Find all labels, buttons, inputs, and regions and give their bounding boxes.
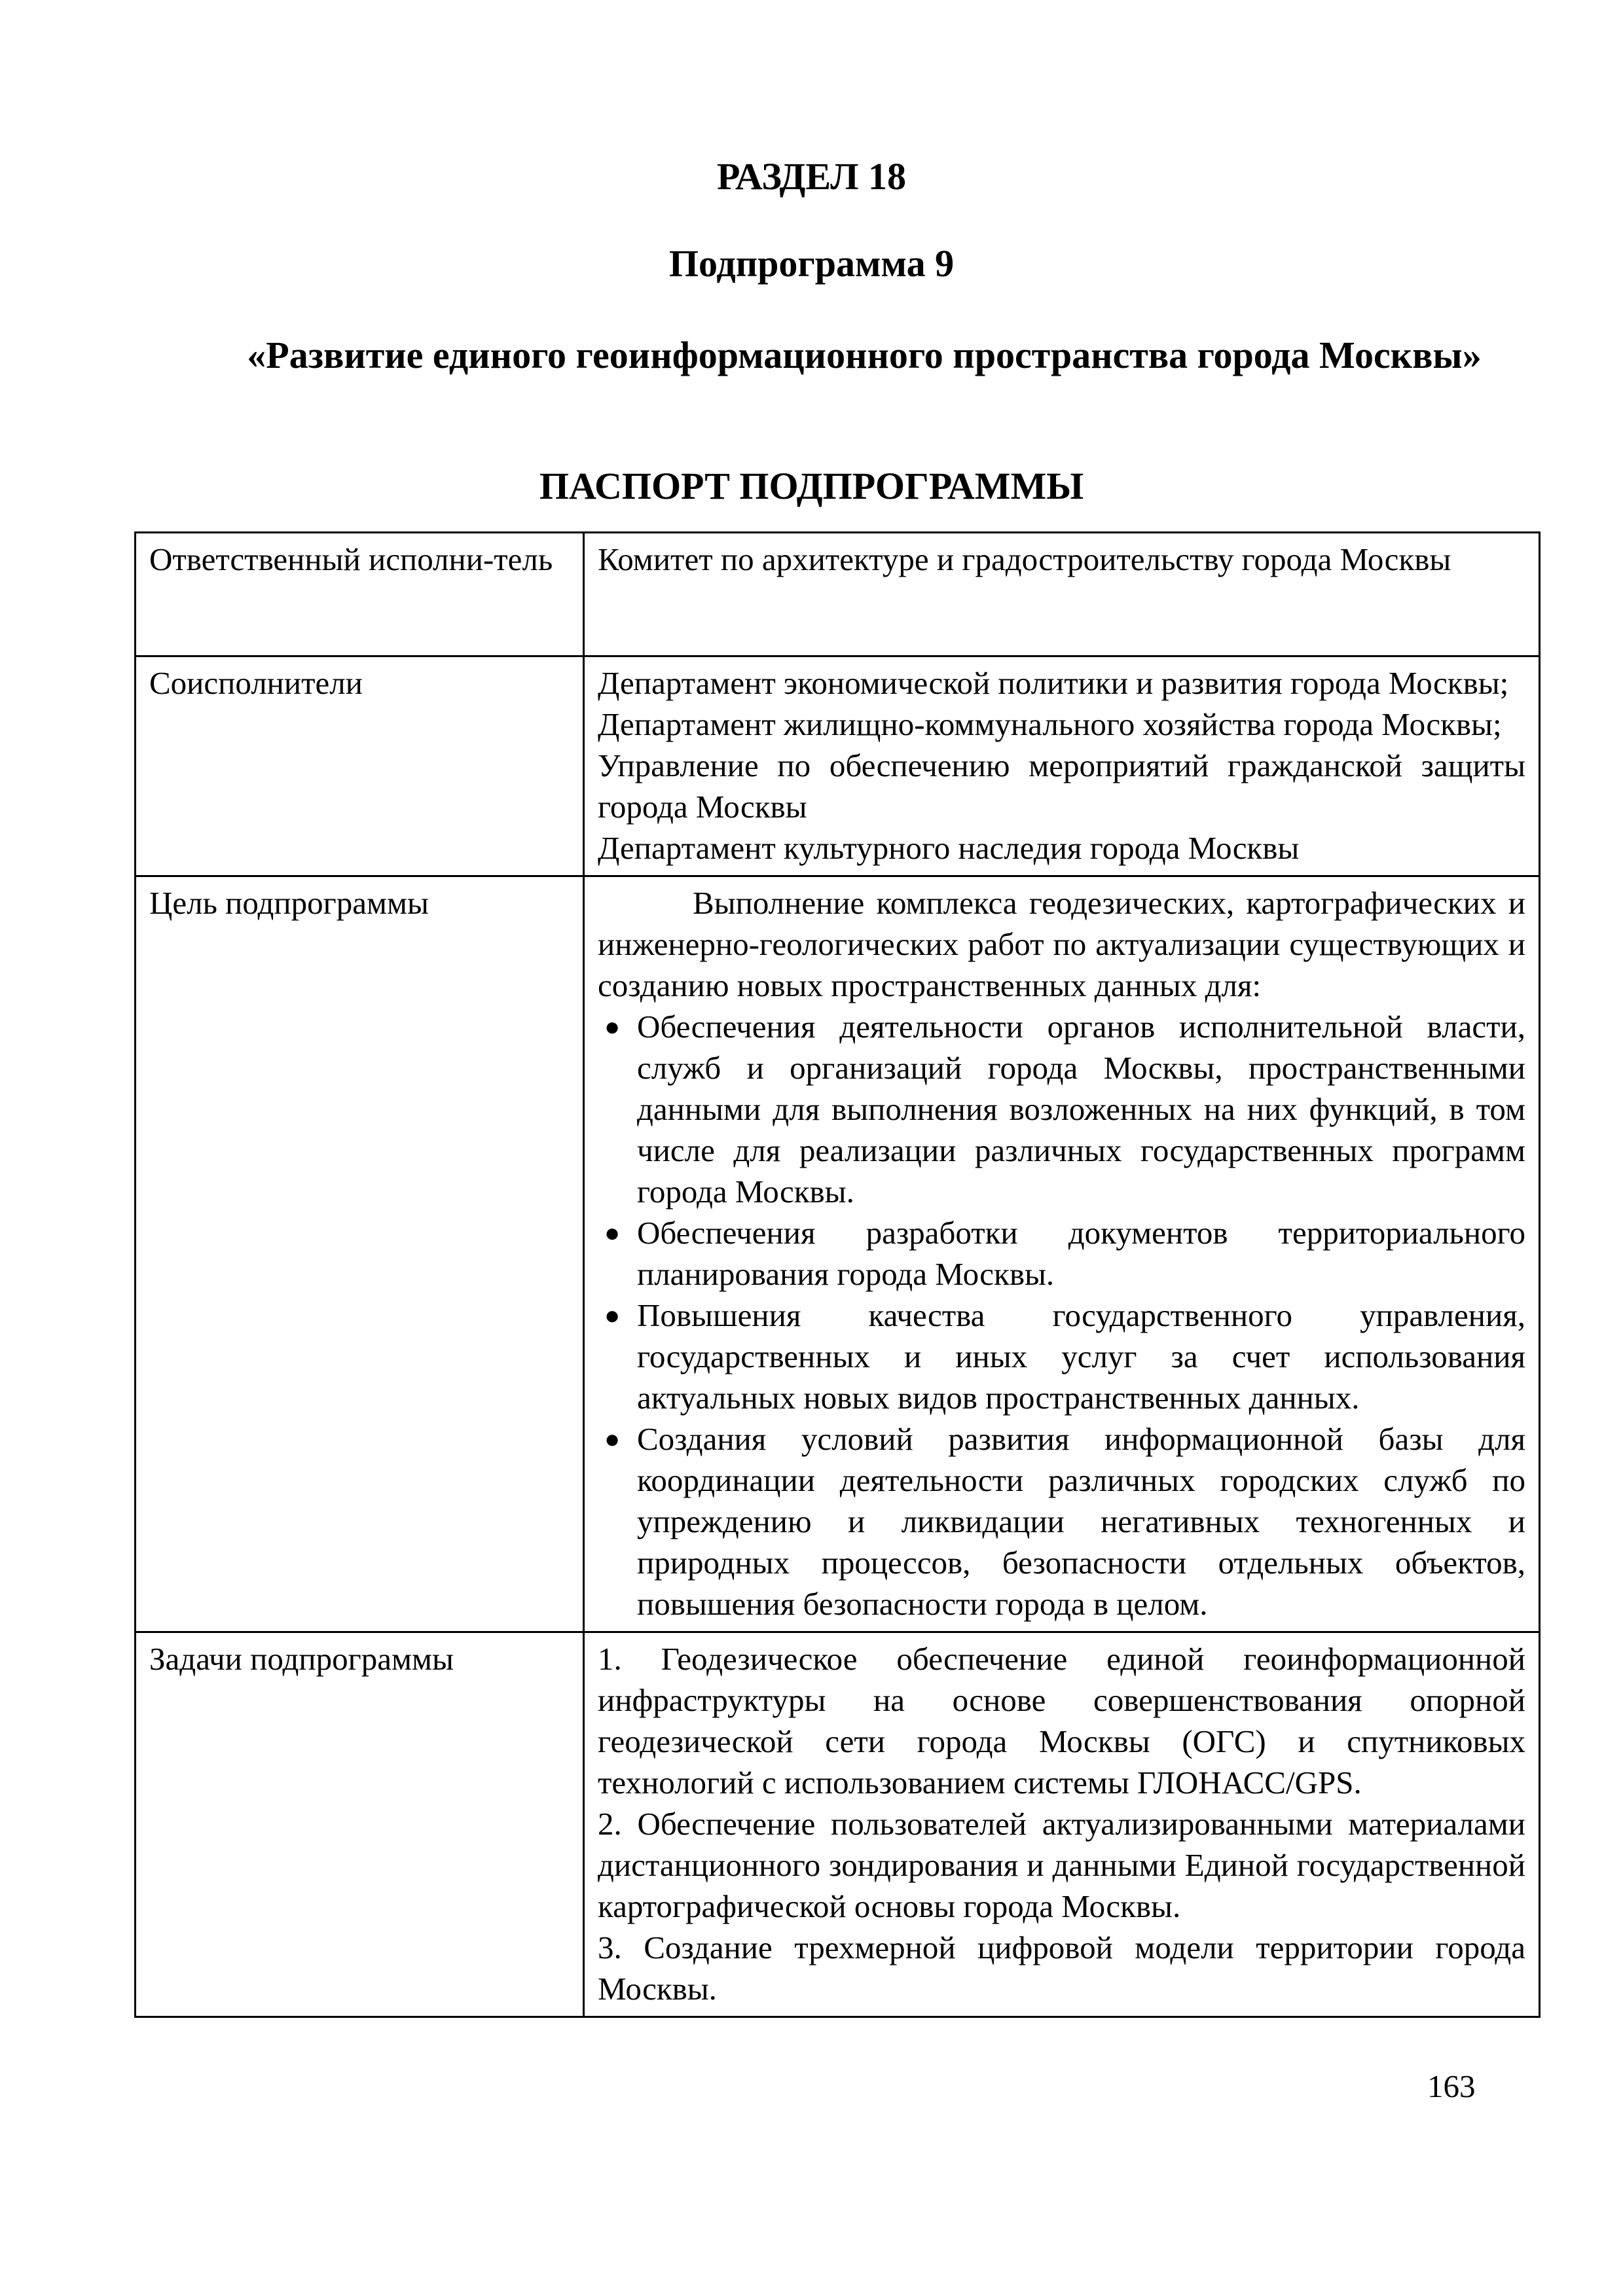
goal-bullet-item <box>604 1006 1525 1212</box>
table-row-goal <box>136 876 1540 1632</box>
subprogram-title: «Развитие единого геоинформационного пространства города Москвы» <box>247 334 1482 376</box>
label-responsible: Ответственный исполни-тель <box>136 533 584 656</box>
coexecutor-item: Департамент экономической политики и развития города Москвы; <box>598 665 1509 701</box>
goal-bullet-item <box>604 1212 1525 1295</box>
coexecutor-item: Департамент жилищно-коммунального хозяйства города Москвы; <box>598 706 1502 742</box>
bullet-icon: ● <box>604 1012 621 1041</box>
goal-bullet-text: Создания условий развития информационной базы для координации деятельности различных городских служб по упреждению и ликвидации негативных техногенных и природных процессов, безопасности отдельных объектов, повышения безопасности города в целом. <box>637 1421 1525 1622</box>
coexecutor-item: Управление по обеспечению мероприятий гражданской защиты города Москвы <box>598 747 1525 825</box>
label-coexecutors: Соисполнители <box>136 656 584 876</box>
label-goal: Цель подпрограммы <box>136 876 584 1632</box>
subprogram-heading: Подпрограмма 9 <box>668 242 955 285</box>
passport-heading: ПАСПОРТ ПОДПРОГРАММЫ <box>539 465 1084 507</box>
goal-bullet-item <box>604 1295 1525 1418</box>
table-row-tasks <box>136 1632 1540 2017</box>
task-item: 3. Создание трехмерной цифровой модели территории города Москвы. <box>598 1929 1525 2007</box>
value-responsible: Комитет по архитектуре и градостроительству города Москвы <box>584 533 1540 656</box>
task-item: 1. Геодезическое обеспечение единой геоинформационной инфраструктуры на основе совершенствования опорной геодезической сети города Москвы (ОГС) и спутниковых технологий с использованием системы ГЛОНАСС/GPS. <box>598 1641 1525 1801</box>
bullet-icon: ● <box>604 1218 621 1247</box>
bullet-icon: ● <box>604 1424 621 1454</box>
value-tasks <box>584 1632 1540 2017</box>
goal-bullet-list <box>598 1006 1525 1624</box>
task-item: 2. Обеспечение пользователей актуализированными материалами дистанционного зондирования и данными Единой государственной картографической основы города Москвы. <box>598 1806 1525 1924</box>
label-tasks: Задачи подпрограммы <box>136 1632 584 2017</box>
goal-bullet-text: Повышения качества государственного управления, государственных и иных услуг за счет использования актуальных новых видов пространственных данных. <box>637 1297 1525 1416</box>
section-heading: РАЗДЕЛ 18 <box>716 155 907 198</box>
goal-bullet-text: Обеспечения деятельности органов исполнительной власти, служб и организаций города Москвы, пространственными данными для выполнения возложенных на них функций, в том числе для реализации различных государственных программ города Москвы. <box>637 1009 1525 1210</box>
goal-bullet-text: Обеспечения разработки документов территориального планирования города Москвы. <box>637 1215 1525 1292</box>
goal-intro: Выполнение комплекса геодезических, картографических и инженерно-геологических работ по актуализации существующих и созданию новых пространственных данных для: <box>598 885 1525 1003</box>
bullet-icon: ● <box>604 1300 621 1330</box>
table-row-responsible <box>136 533 1540 656</box>
table-row-coexecutors <box>136 656 1540 876</box>
value-coexecutors <box>584 656 1540 876</box>
page-number: 163 <box>1427 2068 1476 2104</box>
coexecutor-item: Департамент культурного наследия города Москвы <box>598 830 1300 866</box>
value-goal <box>584 876 1540 1632</box>
passport-table <box>134 531 1541 2018</box>
goal-bullet-item <box>604 1418 1525 1624</box>
